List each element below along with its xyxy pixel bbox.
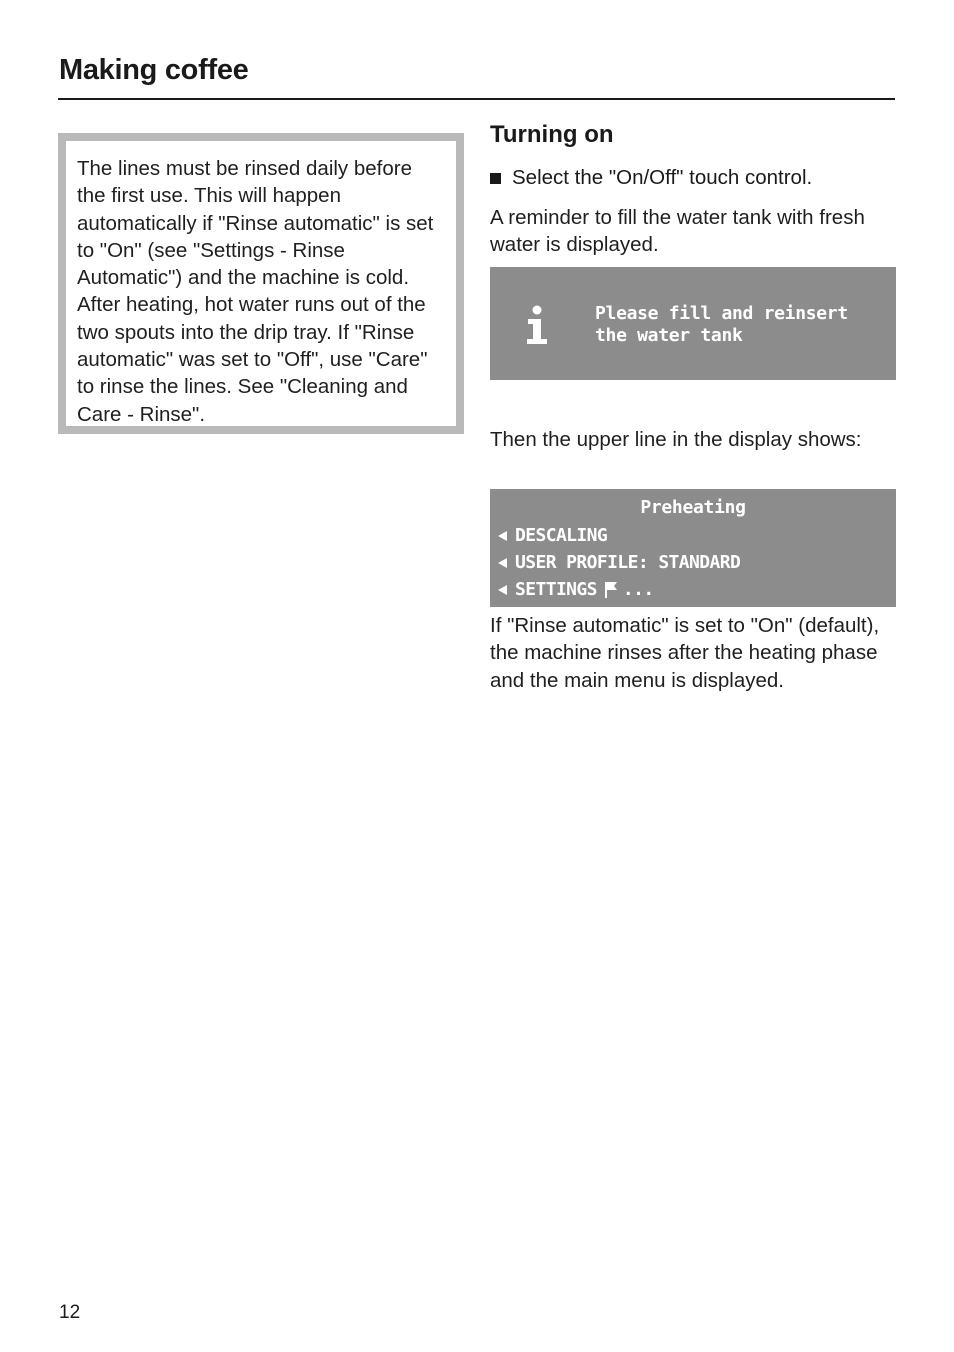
arrow-left-icon [498, 558, 507, 568]
note-text: The lines must be rinsed daily before the first use. This will happen automatically if "Rinse automatic" is set to "On" (see "Settings - Rinse Automatic") and the machine is cold. After heating, hot water runs out of the two spouts into the drip tray. If "Rinse automatic" was set to "Off", use "Care" to rinse the lines. See "Cleaning and Care - Rinse". [77, 157, 434, 426]
title-divider [58, 98, 895, 100]
info-icon [526, 305, 548, 347]
arrow-left-icon [498, 531, 507, 541]
paragraph-upper-line: Then the upper line in the display shows: [490, 428, 862, 451]
paragraph-reminder: A reminder to fill the water tank with fresh water is displayed. [490, 206, 865, 257]
menu-item-label: DESCALING [515, 525, 608, 546]
bullet-square-icon [490, 173, 501, 184]
display-preheating [490, 489, 896, 607]
menu-item-descaling [498, 523, 607, 549]
step-text: Select the "On/Off" touch control. [512, 166, 813, 189]
page-title: Making coffee [59, 54, 249, 86]
flag-icon [605, 582, 617, 598]
section-heading: Turning on [490, 121, 614, 148]
step-item [490, 164, 812, 192]
display-header: Preheating [640, 497, 746, 518]
menu-item-label: SETTINGS [515, 579, 597, 600]
display-water-tank [490, 267, 896, 380]
menu-item-suffix: ... [622, 579, 654, 600]
paragraph-rinse-automatic: If "Rinse automatic" is set to "On" (default), the machine rinses after the heating phase and the main menu is displayed. [490, 614, 880, 692]
display-message-line-2: the water tank [595, 325, 743, 346]
menu-item-label: USER PROFILE: STANDARD [515, 552, 741, 573]
display-message-line-1: Please fill and reinsert [595, 303, 848, 324]
display-message [595, 303, 848, 347]
page-number: 12 [59, 1302, 81, 1323]
note-box [58, 133, 464, 434]
menu-item-user-profile [498, 550, 740, 576]
menu-item-settings [498, 577, 654, 603]
arrow-left-icon [498, 585, 507, 595]
